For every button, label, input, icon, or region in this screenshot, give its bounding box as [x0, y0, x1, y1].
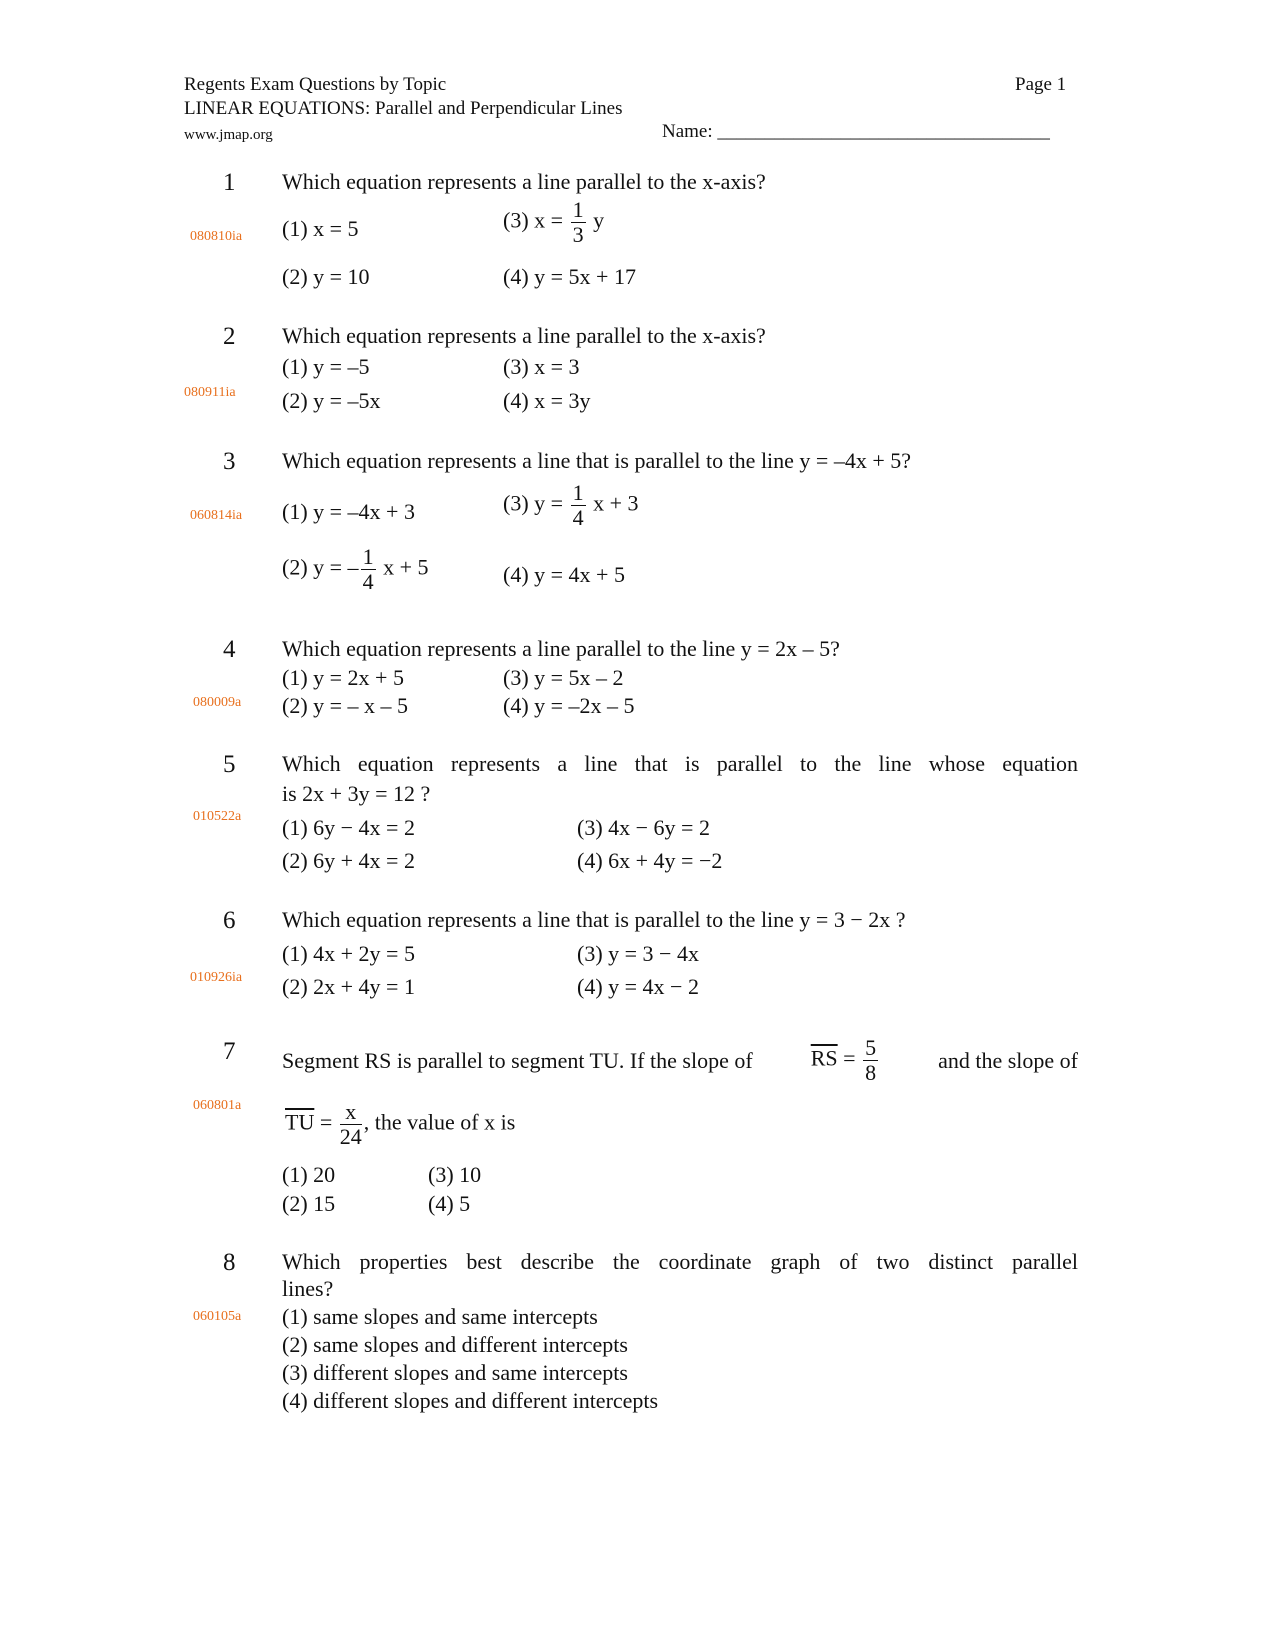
choice-3: (3) 10 [428, 1162, 482, 1187]
question-prompt-cont: $\overline{TU}$ = $\frac{x}{24}$ , the value of x is [285, 1099, 516, 1149]
choice-1: (1) x = 5 [282, 216, 359, 241]
choice-4: (4) 5 [428, 1191, 471, 1216]
segment-tu: $\overline{TU}$ [285, 1109, 315, 1135]
choice-2: (2) y = 10 [282, 264, 370, 289]
page-number: Page 1 [1015, 74, 1067, 95]
name-field[interactable]: Name: ___________________________________ [662, 121, 1050, 142]
choice-1: (1) y = –4x + 3 [282, 499, 415, 524]
site-url[interactable]: www.jmap.org [184, 127, 273, 143]
question-number: 6 [223, 907, 236, 934]
question-code: 060801a [193, 1098, 242, 1113]
question-code: 060814ia [190, 508, 243, 523]
fraction: $\frac{5}{8}$ [865, 1035, 877, 1085]
question-prompt: Which equation represents a line that is parallel to the line y = –4x + 5? [282, 448, 912, 473]
question-code: 080810ia [190, 229, 243, 244]
fraction: $\frac{1}{3}$ [572, 197, 584, 247]
choice-3: (3) y = $\frac{1}{4}$ x + 3 [503, 480, 639, 530]
question-number: 1 [223, 169, 236, 196]
choice-1: (1) same slopes and same intercepts [282, 1304, 598, 1329]
choice-4: (4) 6x + 4y = −2 [577, 848, 723, 873]
question-number: 2 [223, 323, 236, 350]
question-code: 010522a [193, 809, 242, 824]
choice-3: (3) y = 5x – 2 [503, 665, 624, 690]
question-prompt-cont: is 2x + 3y = 12 ? [282, 781, 431, 806]
choice-1: (1) 6y − 4x = 2 [282, 815, 415, 840]
choice-2: (2) y = – x – 5 [282, 693, 409, 718]
choice-3: (3) x = 3 [503, 354, 580, 379]
header-title: Regents Exam Questions by Topic [184, 74, 447, 95]
choice-1: (1) y = 2x + 5 [282, 665, 404, 690]
question-prompt: Which equation represents a line parallel to the x-axis? [282, 169, 766, 194]
topic-title: LINEAR EQUATIONS: Parallel and Perpendicular Lines [184, 98, 623, 119]
question-number: 4 [223, 636, 236, 663]
choice-4: (4) y = 4x + 5 [503, 562, 625, 587]
choice-1: (1) y = –5 [282, 354, 370, 379]
fraction: $\frac{1}{4}$ [362, 544, 374, 594]
choice-4: (4) y = 4x − 2 [577, 974, 699, 999]
choice-3: (3) y = 3 − 4x [577, 941, 699, 966]
choice-4: (4) y = 5x + 17 [503, 264, 636, 289]
fraction: $\frac{1}{4}$ [572, 480, 584, 530]
choice-2: (2) y = –5x [282, 388, 381, 413]
segment-rs: $\overline{RS}$ [810, 1045, 838, 1071]
question-code: 010926ia [190, 970, 243, 985]
choice-1: (1) 4x + 2y = 5 [282, 941, 415, 966]
choice-4: (4) y = –2x – 5 [503, 693, 635, 718]
question-number: 7 [223, 1038, 236, 1065]
choice-1: (1) 20 [282, 1162, 336, 1187]
question-prompt: Which equation represents a line that is parallel to the line whose equation [282, 751, 1078, 776]
choice-3: (3) different slopes and same intercepts [282, 1360, 628, 1385]
choice-3: (3) x = $\frac{1}{3}$ y [503, 197, 605, 247]
question-code: 080009a [193, 695, 242, 710]
choice-2: (2) 2x + 4y = 1 [282, 974, 415, 999]
choice-2: (2) same slopes and different intercepts [282, 1332, 628, 1357]
fraction: $\frac{x}{24}$ [339, 1099, 362, 1149]
question-prompt: Segment RS is parallel to segment TU. If the slope of $\overline{RS}$ = $\frac{5}{8}$ and the slope of [282, 1035, 1078, 1085]
choice-2: (2) y = – $\frac{1}{4}$ x + 5 [282, 544, 429, 594]
question-prompt: Which equation represents a line parallel to the x-axis? [282, 323, 766, 348]
question-number: 3 [223, 448, 236, 475]
question-prompt: Which equation represents a line that is parallel to the line y = 3 − 2x ? [282, 907, 906, 932]
choice-2: (2) 15 [282, 1191, 336, 1216]
choice-4: (4) x = 3y [503, 388, 591, 413]
question-code: 060105a [193, 1309, 242, 1324]
question-prompt: Which equation represents a line parallel to the line y = 2x – 5? [282, 636, 840, 661]
question-number: 5 [223, 751, 236, 778]
choice-3: (3) 4x − 6y = 2 [577, 815, 710, 840]
question-number: 8 [223, 1249, 236, 1276]
choice-2: (2) 6y + 4x = 2 [282, 848, 415, 873]
choice-4: (4) different slopes and different intercepts [282, 1388, 659, 1413]
question-code: 080911ia [184, 385, 236, 400]
question-prompt: Which properties best describe the coordinate graph of two distinct parallel [282, 1249, 1078, 1274]
question-prompt-cont: lines? [282, 1276, 334, 1301]
